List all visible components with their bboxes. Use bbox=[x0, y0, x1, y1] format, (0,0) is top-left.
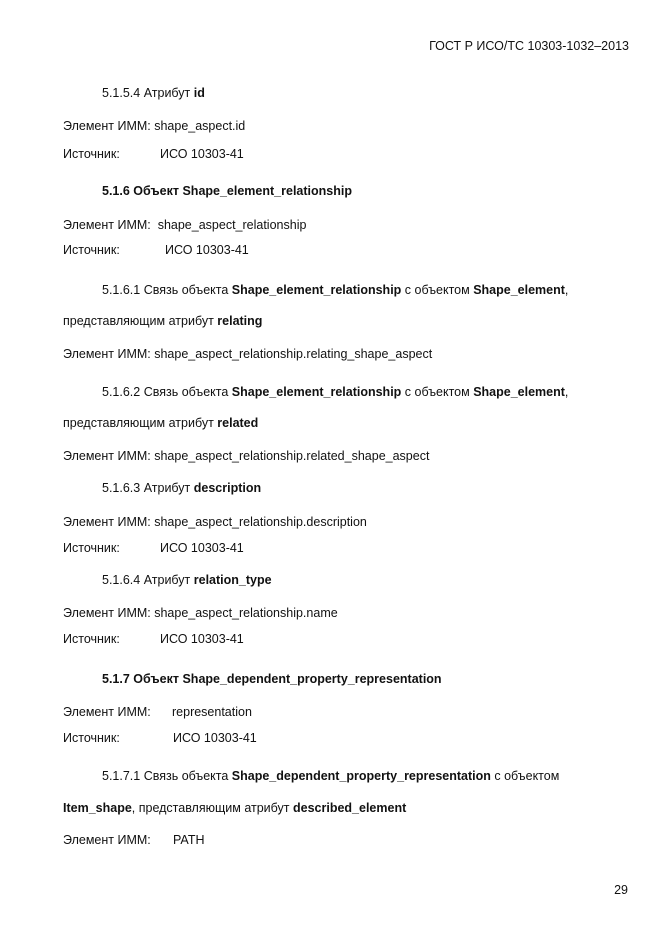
imm-element-line: Элемент ИММ: shape_aspect_relationship bbox=[63, 218, 307, 232]
imm-element-line: Элемент ИММ: shape_aspect_relationship.description bbox=[63, 515, 367, 529]
imm-element-line: Элемент ИММ: representation bbox=[63, 705, 252, 719]
imm-element-line: Элемент ИММ: shape_aspect.id bbox=[63, 119, 246, 133]
object-heading: 5.1.6 Объект Shape_element_relationship bbox=[102, 184, 352, 198]
source-line: Источник: ИСО 10303-41 bbox=[63, 731, 257, 745]
attribute-heading: 5.1.6.3 Атрибут description bbox=[102, 481, 262, 495]
relationship-heading: 5.1.6.1 Связь объекта Shape_element_relationship с объектом Shape_element, bbox=[102, 283, 569, 297]
page-header: ГОСТ Р ИСО/ТС 10303-1032–2013 bbox=[429, 39, 629, 53]
relationship-heading-cont: представляющим атрибут related bbox=[63, 416, 259, 430]
source-line: Источник: ИСО 10303-41 bbox=[63, 243, 249, 257]
source-line: Источник: ИСО 10303-41 bbox=[63, 147, 244, 161]
imm-element-line: Элемент ИММ: shape_aspect_relationship.relating_shape_aspect bbox=[63, 347, 433, 361]
relationship-heading-cont: представляющим атрибут relating bbox=[63, 314, 263, 328]
source-line: Источник: ИСО 10303-41 bbox=[63, 541, 244, 555]
page-number: 29 bbox=[614, 883, 628, 897]
imm-element-line: Элемент ИММ: PATH bbox=[63, 833, 205, 847]
attribute-heading: 5.1.5.4 Атрибут id bbox=[102, 86, 205, 100]
relationship-heading-cont: Item_shape, представляющим атрибут described_element bbox=[63, 801, 407, 815]
relationship-heading: 5.1.6.2 Связь объекта Shape_element_relationship с объектом Shape_element, bbox=[102, 385, 569, 399]
relationship-heading: 5.1.7.1 Связь объекта Shape_dependent_property_representation с объектом bbox=[102, 769, 560, 783]
imm-element-line: Элемент ИММ: shape_aspect_relationship.related_shape_aspect bbox=[63, 449, 430, 463]
source-line: Источник: ИСО 10303-41 bbox=[63, 632, 244, 646]
attribute-heading: 5.1.6.4 Атрибут relation_type bbox=[102, 573, 272, 587]
object-heading: 5.1.7 Объект Shape_dependent_property_representation bbox=[102, 672, 442, 686]
imm-element-line: Элемент ИММ: shape_aspect_relationship.name bbox=[63, 606, 338, 620]
